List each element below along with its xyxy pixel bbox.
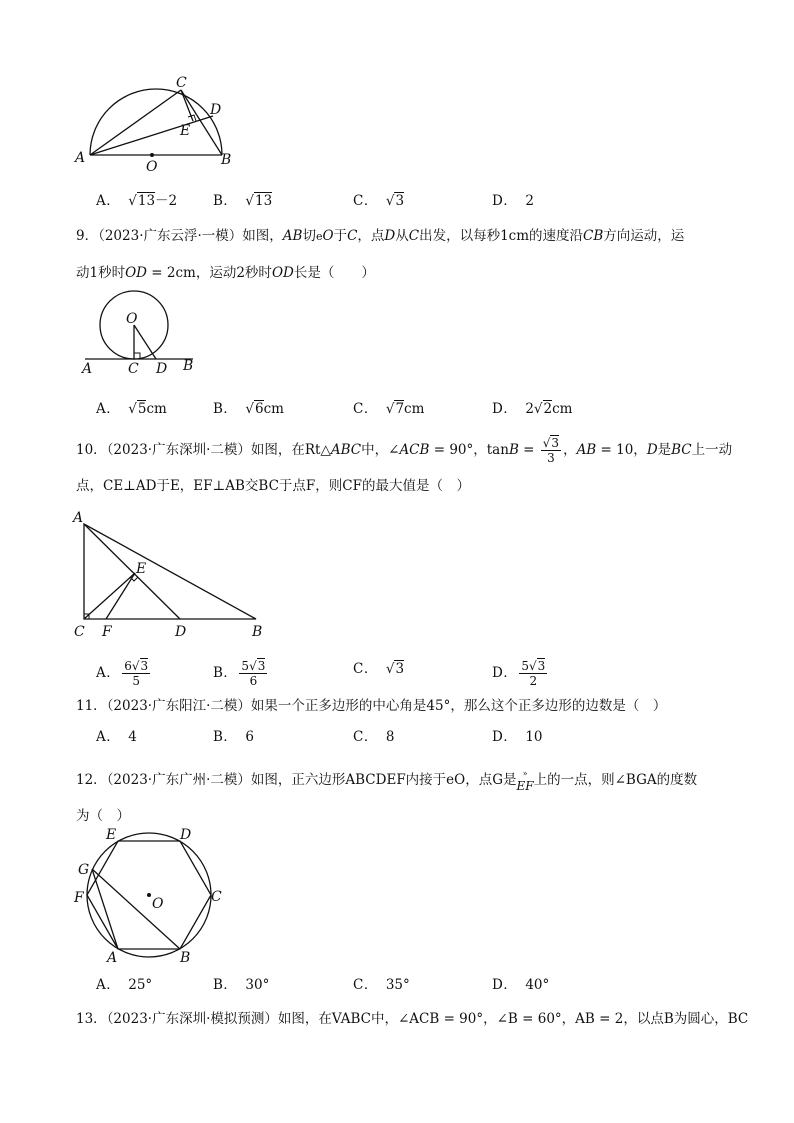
q11-number: 11．	[76, 698, 107, 714]
q10-label-c: C	[74, 624, 85, 640]
q12-diagram	[70, 822, 240, 964]
q8-figure	[70, 72, 250, 182]
q12-option-b[interactable]: B． 30°	[213, 977, 270, 993]
q8-label-e: E	[180, 123, 191, 139]
q10-option-b[interactable]: B． $\frac{5√3}{6}$	[213, 659, 266, 688]
q8-label-d: D	[210, 102, 222, 118]
q12-label-a: A	[107, 950, 118, 966]
q8-options	[96, 191, 736, 211]
q12-label-d: D	[180, 827, 192, 843]
q9-option-d[interactable]: D． 2√2cm	[492, 401, 573, 417]
q11-option-b[interactable]: B． 6	[213, 729, 255, 745]
q9-options	[96, 399, 736, 419]
q12-number: 12．	[76, 772, 107, 788]
q9-number: 9．	[76, 228, 99, 244]
q10-number: 10．	[76, 442, 107, 458]
q8-option-b[interactable]: B． √13	[213, 193, 273, 209]
q12-label-g: G	[78, 862, 90, 878]
q10-figure	[70, 508, 270, 643]
q9-option-c[interactable]: C． √7cm	[353, 401, 425, 417]
q12-option-a[interactable]: A． 25°	[96, 977, 153, 993]
q9-label-o: O	[126, 311, 138, 327]
q8-label-b: B	[221, 152, 232, 168]
q12-label-b: B	[180, 950, 191, 966]
q8-diagram	[70, 72, 250, 182]
q12-options	[96, 975, 736, 995]
q12-label-f: F	[74, 890, 84, 906]
q10-diagram	[70, 508, 270, 643]
q11-source: （2023·广东阳江·二模）	[106, 698, 251, 714]
q9-label-c: C	[128, 361, 139, 377]
q12-label-c: C	[211, 889, 222, 905]
q10-label-f: F	[102, 624, 112, 640]
q12-figure	[70, 822, 240, 964]
q8-option-d[interactable]: D． 2	[492, 193, 534, 209]
q9-diagram	[78, 295, 208, 380]
q9-option-b[interactable]: B． √6cm	[213, 401, 284, 417]
q8-label-a: A	[75, 150, 86, 166]
q12-arc-ef: » EF	[516, 768, 534, 793]
q9-label-d: D	[156, 361, 168, 377]
q13-number: 13．	[76, 1011, 107, 1027]
q9-option-a[interactable]: A． √5cm	[96, 401, 167, 417]
q12-option-c[interactable]: C． 35°	[353, 977, 410, 993]
q10-source: （2023·广东深圳·二模）	[106, 442, 251, 458]
q10-label-e: E	[136, 561, 147, 577]
q9-stem: 9．（2023·广东云浮·一模）如图，AB切eO于C，点D从C出发，以每秒1cm的速度沿CB方向运动，运 动1秒时OD = 2cm，运动2秒时OD长是（ ）	[76, 228, 685, 281]
q8-label-c: C	[176, 75, 187, 91]
q10-label-d: D	[175, 624, 187, 640]
q12-label-e: E	[106, 827, 117, 843]
q13-stem: 13．（2023·广东深圳·模拟预测）如图，在VABC中，∠ACB = 90°，∠B = 60°，AB = 2，以点B为圆心，BC	[76, 1011, 749, 1027]
q10-option-d[interactable]: D． $\frac{5√3}{2}$	[492, 659, 546, 688]
q8-option-a[interactable]: A． √13－2	[96, 193, 178, 209]
q8-option-c[interactable]: C． √3	[353, 193, 405, 209]
q10-options	[96, 652, 736, 686]
q11-option-d[interactable]: D． 10	[492, 729, 543, 745]
q11-option-a[interactable]: A． 4	[96, 729, 137, 745]
q11-stem: 11．（2023·广东阳江·二模）如果一个正多边形的中心角是45°，那么这个正多边形的边数是（ ）	[76, 698, 667, 714]
q10-label-b: B	[252, 624, 263, 640]
q12-source: （2023·广东广州·二模）	[106, 772, 251, 788]
q11-option-c[interactable]: C． 8	[353, 729, 395, 745]
q12-option-d[interactable]: D． 40°	[492, 977, 550, 993]
q9-label-a: A	[82, 361, 93, 377]
q12-label-o: O	[152, 896, 164, 912]
q9-source: （2023·广东云浮·一模）	[98, 228, 243, 244]
q10-option-c[interactable]: C． √3	[353, 661, 405, 677]
q10-option-a[interactable]: A． $\frac{6√3}{5}$	[96, 659, 149, 688]
q9-label-b: B	[183, 358, 194, 374]
q10-tan-fraction: $\frac{√3}{3}$	[542, 436, 560, 465]
q13-source: （2023·广东深圳·模拟预测）	[106, 1011, 278, 1027]
q10-label-a: A	[73, 510, 84, 526]
q10-stem: 10．（2023·广东深圳·二模）如图，在Rt△ABC中，∠ACB = 90°，tanB = $\frac{√3}{3}$ ，AB = 10，D是BC上一动 点，CE⊥AD于E，EF⊥AB交BC于点F，则CF的最大值是（ ）	[76, 436, 733, 494]
q8-label-o: O	[146, 159, 158, 175]
q11-options	[96, 727, 736, 747]
q12-stem: 12．（2023·广东广州·二模）如图，正六边形ABCDEF内接于eO，点G是 » EF 上的一点，则∠BGA的度数 为（ ）	[76, 768, 698, 824]
q9-figure	[78, 295, 208, 380]
